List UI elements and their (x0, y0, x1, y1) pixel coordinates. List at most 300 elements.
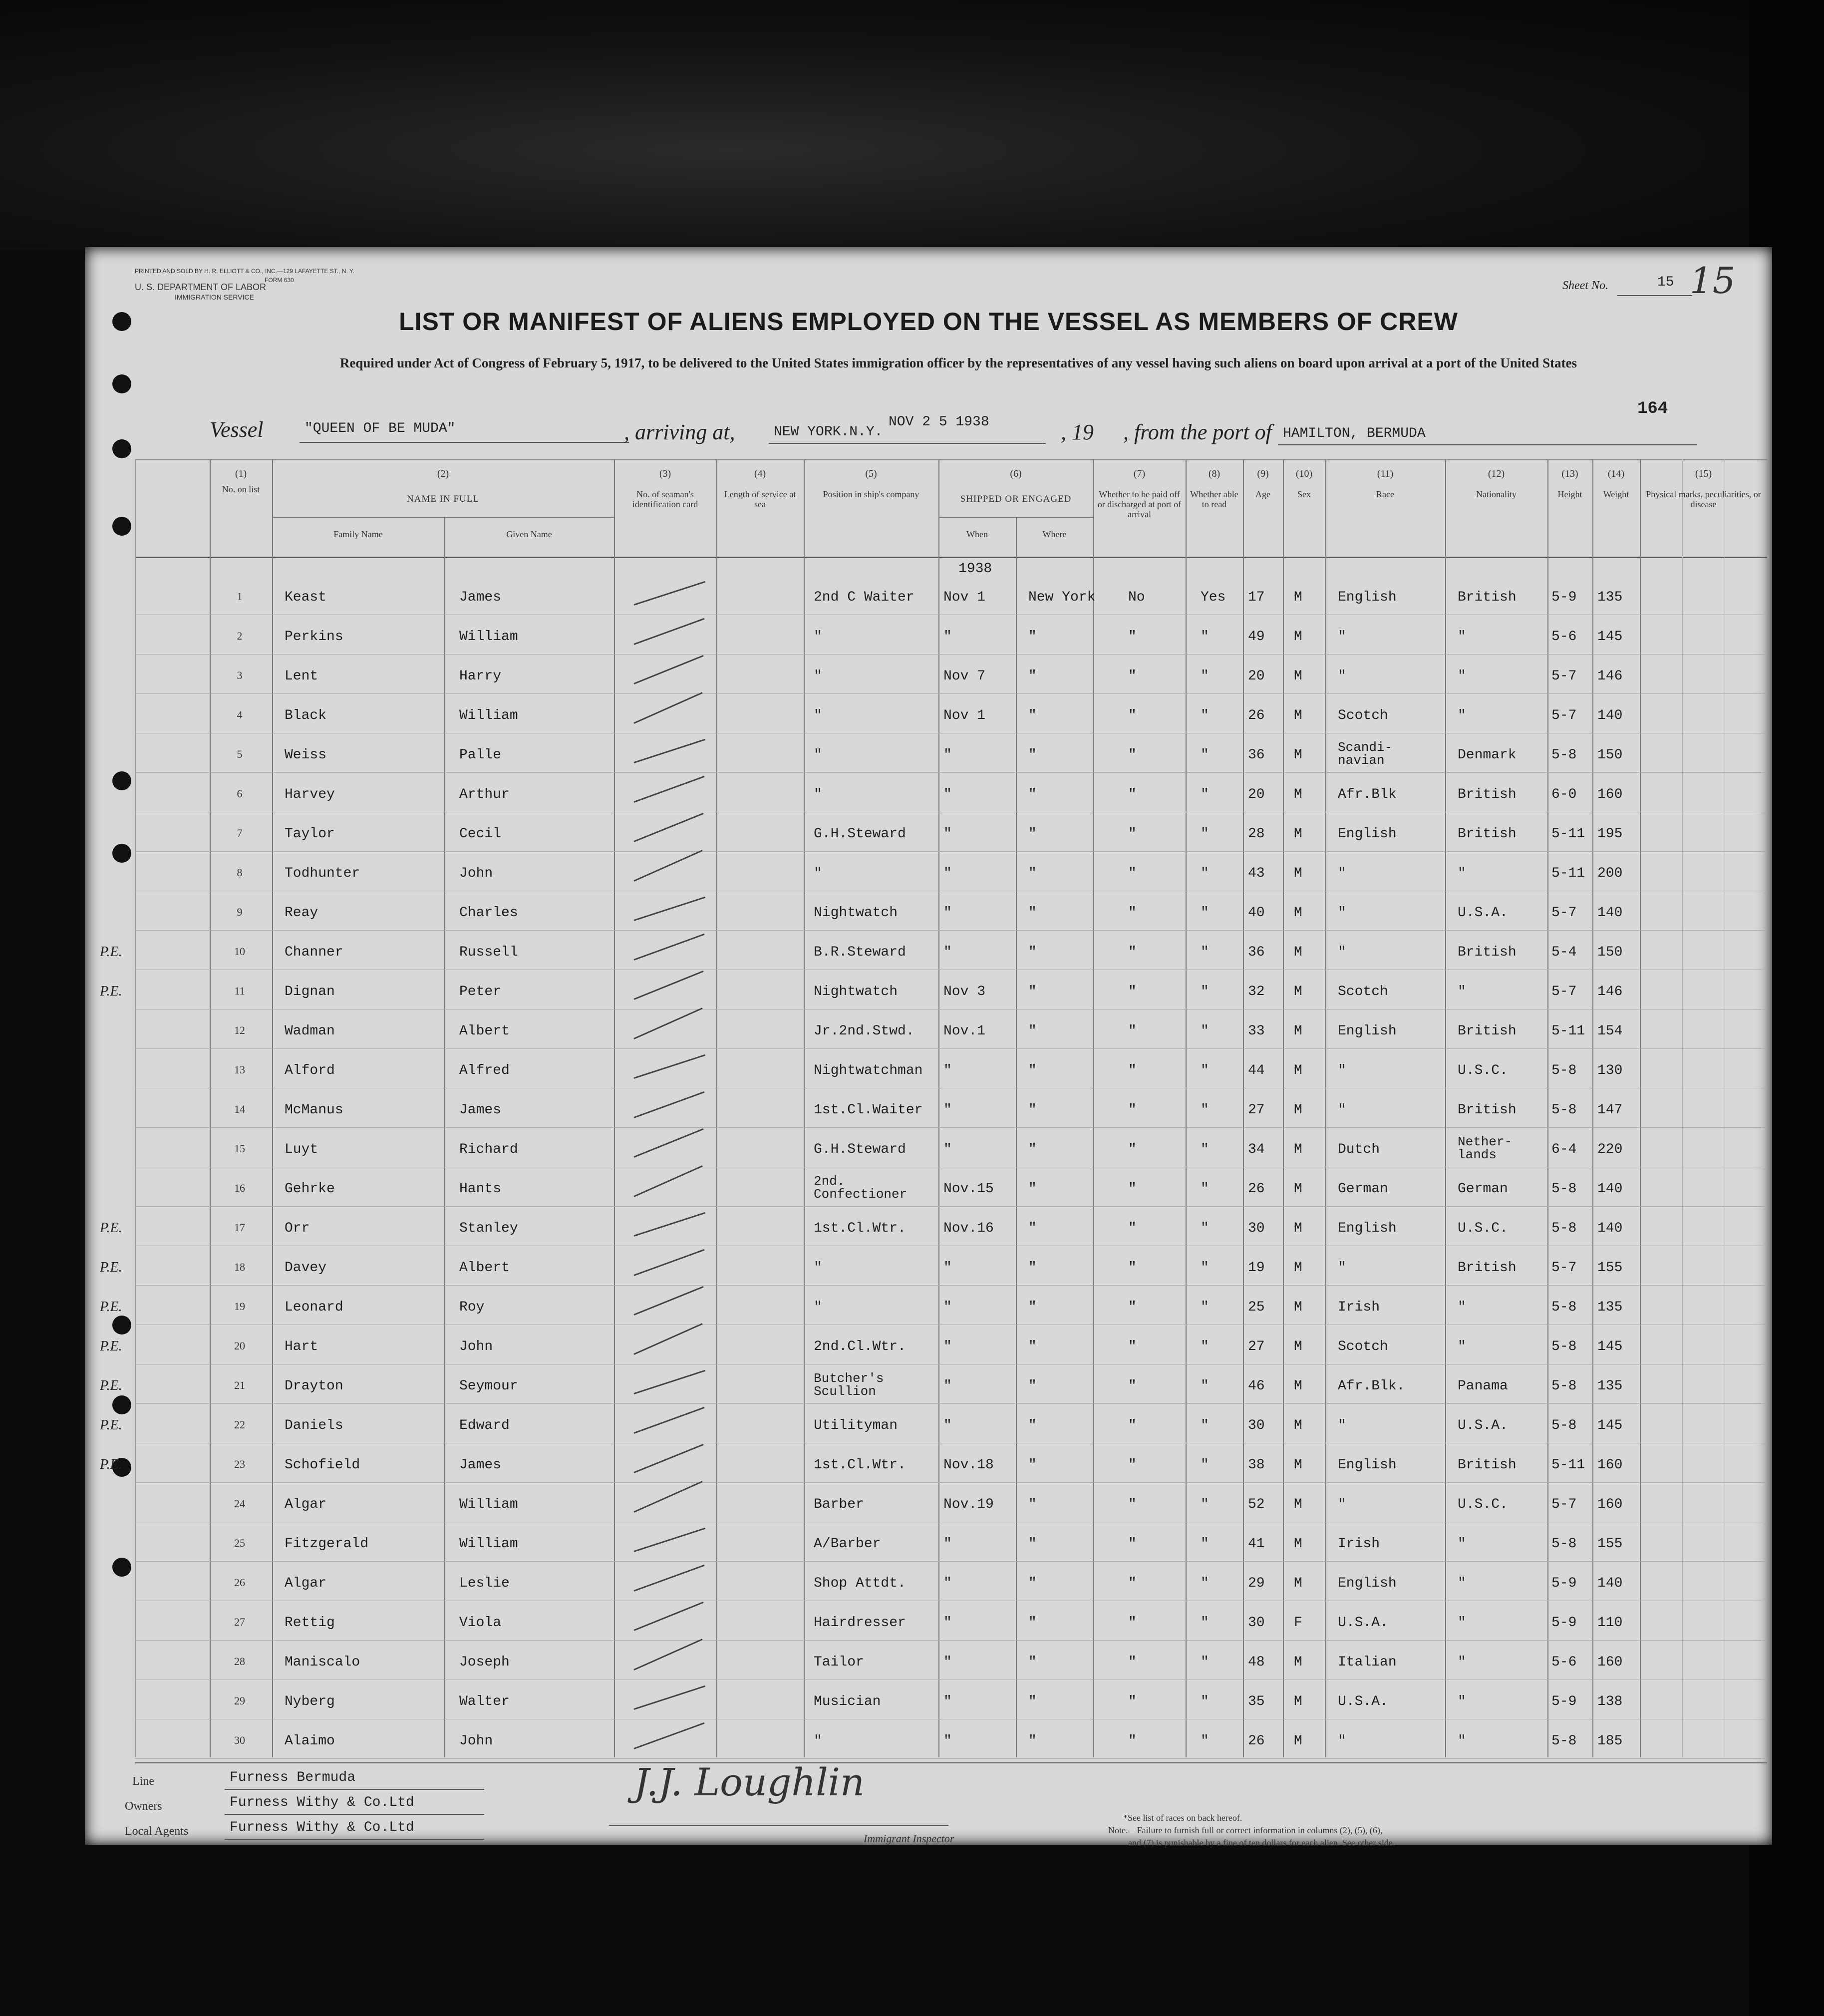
cell-age: 41 (1248, 1536, 1265, 1552)
row-rule (135, 1482, 1767, 1483)
arriving-label: , arriving at, (624, 420, 735, 444)
where-header: Where (1042, 529, 1067, 539)
cell-race: English (1338, 1576, 1397, 1591)
stamp-number: 164 (1637, 399, 1668, 418)
cell-paid: " (1128, 1300, 1137, 1315)
cell-position: Nightwatchman (814, 1063, 923, 1078)
cell-age: 17 (1248, 590, 1265, 605)
row-rule (135, 1561, 1767, 1562)
cell-when: " (943, 787, 952, 802)
row-rule (135, 1403, 1767, 1404)
cell-family: Maniscalo (285, 1655, 360, 1670)
cell-weight: 146 (1597, 984, 1623, 1000)
cell-race: Scandi- navian (1338, 740, 1393, 768)
cell-given: William (459, 1536, 518, 1552)
cell-height: 5-7 (1551, 905, 1577, 921)
cell-sex: M (1294, 826, 1302, 842)
cell-sex: M (1294, 787, 1302, 802)
printer-line: PRINTED AND SOLD BY H. R. ELLIOTT & CO., INC.—129 LAFAYETTE ST., N. Y. (135, 268, 354, 275)
cell-nat: U.S.A. (1458, 1418, 1508, 1433)
cell-family: Drayton (285, 1378, 343, 1394)
punch-hole (112, 1395, 131, 1414)
check-mark (634, 897, 706, 921)
sheet-no-underline (1617, 295, 1692, 296)
cell-when: " (943, 747, 952, 763)
cell-paid: " (1128, 866, 1137, 881)
cell-age: 25 (1248, 1300, 1265, 1315)
pe-annotation: P.E. (100, 984, 122, 999)
cell-when: " (943, 866, 952, 881)
check-mark (633, 776, 704, 803)
cell-when: " (943, 1063, 952, 1078)
row-rule (135, 1285, 1767, 1286)
cell-position: 1st.Cl.Wtr. (814, 1457, 906, 1473)
row-number: 22 (234, 1418, 245, 1431)
punch-hole (112, 517, 131, 536)
cell-read: " (1201, 708, 1209, 723)
column-number: (15) (1695, 468, 1712, 479)
cell-weight: 150 (1597, 945, 1623, 960)
cell-nat: " (1458, 1300, 1466, 1315)
cell-family: Harvey (285, 787, 335, 802)
column-number: (14) (1607, 468, 1625, 479)
column-divider (1767, 459, 1768, 1757)
cell-paid: " (1128, 708, 1137, 723)
cell-read: " (1201, 1615, 1209, 1631)
cell-family: Nyberg (285, 1694, 335, 1709)
cell-race: U.S.A. (1338, 1694, 1388, 1709)
cell-position: A/Barber (814, 1536, 881, 1552)
cell-where: " (1028, 669, 1037, 684)
cell-nat: Nether- lands (1458, 1134, 1513, 1162)
column-header: Age (1255, 489, 1270, 499)
row-number: 28 (234, 1655, 245, 1668)
cell-where: " (1028, 1378, 1037, 1394)
cell-race: " (1338, 1733, 1346, 1749)
cell-nat: " (1458, 1339, 1466, 1354)
cell-height: 5-8 (1551, 1102, 1577, 1118)
cell-height: 5-9 (1551, 1615, 1577, 1631)
cell-weight: 200 (1597, 866, 1623, 881)
cell-when: " (943, 1378, 952, 1394)
cell-read: " (1201, 1102, 1209, 1118)
cell-family: Taylor (285, 826, 335, 842)
cell-family: Algar (285, 1576, 327, 1591)
cell-paid: " (1128, 1339, 1137, 1354)
cell-nat: British (1458, 1260, 1517, 1276)
row-rule (135, 1127, 1767, 1128)
cell-race: Scotch (1338, 1339, 1388, 1354)
cell-where: " (1028, 1300, 1037, 1315)
cell-read: " (1201, 1694, 1209, 1709)
cell-position: " (814, 866, 822, 881)
cell-age: 34 (1248, 1142, 1265, 1157)
cell-paid: " (1128, 1142, 1137, 1157)
cell-read: " (1201, 1300, 1209, 1315)
penalty-note-1: Note.—Failure to furnish full or correct information in columns (2), (5), (6), (1108, 1825, 1383, 1835)
pe-annotation: P.E. (100, 1260, 122, 1275)
cell-family: Rettig (285, 1615, 335, 1631)
cell-age: 36 (1248, 747, 1265, 763)
cell-when: " (943, 1576, 952, 1591)
cell-where: " (1028, 1576, 1037, 1591)
penalty-note-2: and (7) is punishable by a fine of ten dollars for each alien. See other side. (1128, 1838, 1395, 1848)
cell-read: " (1201, 1457, 1209, 1473)
cell-given: Seymour (459, 1378, 518, 1394)
cell-read: " (1201, 1063, 1209, 1078)
cell-paid: " (1128, 1102, 1137, 1118)
cell-when: " (943, 1300, 952, 1315)
cell-read: Yes (1201, 590, 1226, 605)
check-mark (634, 1212, 706, 1237)
cell-family: Alford (285, 1063, 335, 1078)
cell-given: Palle (459, 747, 502, 763)
cell-given: Albert (459, 1260, 510, 1276)
cell-height: 5-6 (1551, 1655, 1577, 1670)
cell-age: 27 (1248, 1339, 1265, 1354)
cell-given: James (459, 1102, 502, 1118)
cell-sex: M (1294, 1576, 1302, 1591)
check-mark (633, 1639, 702, 1671)
cell-paid: " (1128, 1497, 1137, 1512)
cell-sex: M (1294, 1536, 1302, 1552)
row-number: 30 (234, 1734, 245, 1746)
cell-paid: " (1128, 747, 1137, 763)
cell-when: " (943, 1418, 952, 1433)
cell-when: " (943, 1536, 952, 1552)
row-rule (135, 1758, 1767, 1759)
cell-race: " (1338, 669, 1346, 684)
cell-read: " (1201, 1142, 1209, 1157)
cell-age: 29 (1248, 1576, 1265, 1591)
row-number: 6 (237, 787, 243, 800)
cell-sex: M (1294, 590, 1302, 605)
cell-race: " (1338, 1497, 1346, 1512)
cell-paid: " (1128, 1694, 1137, 1709)
cell-paid: " (1128, 1221, 1137, 1236)
cell-weight: 160 (1597, 1457, 1623, 1473)
cell-family: Black (285, 708, 327, 723)
cell-when: " (943, 1339, 952, 1354)
cell-weight: 140 (1597, 905, 1623, 921)
cell-read: " (1201, 1576, 1209, 1591)
row-number: 7 (237, 827, 243, 839)
cell-when: Nov.1 (943, 1023, 986, 1039)
pe-annotation: P.E. (100, 1457, 122, 1472)
cell-paid: " (1128, 1418, 1137, 1433)
cell-read: " (1201, 1378, 1209, 1394)
cell-read: " (1201, 1418, 1209, 1433)
cell-nat: " (1458, 984, 1466, 1000)
column-number: (1) (235, 468, 247, 479)
line-value: Furness Bermuda (230, 1770, 356, 1785)
column-header: No. on list (222, 484, 260, 494)
cell-position: " (814, 1300, 822, 1315)
cell-sex: M (1294, 1418, 1302, 1433)
cell-race: " (1338, 1102, 1346, 1118)
cell-position: Tailor (814, 1655, 864, 1670)
row-number: 23 (234, 1458, 245, 1470)
cell-race: Irish (1338, 1536, 1380, 1552)
cell-position: " (814, 787, 822, 802)
cell-sex: M (1294, 1694, 1302, 1709)
cell-sex: M (1294, 984, 1302, 1000)
cell-weight: 140 (1597, 708, 1623, 723)
cell-paid: " (1128, 1655, 1137, 1670)
cell-weight: 195 (1597, 826, 1623, 842)
cell-nat: U.S.C. (1458, 1221, 1508, 1236)
pe-annotation: P.E. (100, 1299, 122, 1315)
cell-weight: 220 (1597, 1142, 1623, 1157)
row-number: 14 (234, 1103, 245, 1115)
cell-read: " (1201, 787, 1209, 802)
cell-family: Channer (285, 945, 343, 960)
cell-when: Nov.16 (943, 1221, 994, 1236)
cell-race: " (1338, 1063, 1346, 1078)
cell-family: McManus (285, 1102, 343, 1118)
check-mark (633, 1407, 704, 1434)
year-entry: 1938 (958, 561, 992, 577)
cell-where: " (1028, 1102, 1037, 1118)
cell-family: Fitzgerald (285, 1536, 369, 1552)
name-split-line (444, 517, 445, 1757)
cell-where: " (1028, 866, 1037, 881)
column-number: (9) (1257, 468, 1269, 479)
cell-weight: 150 (1597, 747, 1623, 763)
cell-read: " (1201, 1497, 1209, 1512)
cell-sex: M (1294, 1457, 1302, 1473)
punch-hole (112, 844, 131, 863)
cell-given: William (459, 1497, 518, 1512)
cell-where: " (1028, 1418, 1037, 1433)
cell-given: Joseph (459, 1655, 510, 1670)
column-number: (5) (865, 468, 877, 479)
cell-position: " (814, 629, 822, 645)
cell-height: 5-11 (1551, 866, 1585, 881)
cell-weight: 130 (1597, 1063, 1623, 1078)
cell-sex: M (1294, 1102, 1302, 1118)
races-note: *See list of races on back hereof. (1123, 1813, 1242, 1823)
check-mark (634, 1054, 706, 1079)
cell-nat: U.S.C. (1458, 1497, 1508, 1512)
page-subtitle: Required under Act of Congress of February 5, 1917, to be delivered to the United States immigration officer by the representatives of any vessel having such aliens on board upon arrival at a port of the United States (339, 355, 1577, 370)
cell-when: " (943, 1615, 952, 1631)
owners-underline (225, 1814, 484, 1815)
column-header: Position in ship's company (823, 489, 919, 499)
cell-height: 5-6 (1551, 629, 1577, 645)
row-number: 27 (234, 1616, 245, 1628)
cell-position: Nightwatch (814, 905, 898, 921)
check-mark (633, 1128, 703, 1158)
row-number: 4 (237, 708, 243, 721)
cell-race: Scotch (1338, 984, 1388, 1000)
cell-weight: 135 (1597, 1378, 1623, 1394)
check-mark (633, 1565, 704, 1592)
cell-nat: U.S.C. (1458, 1063, 1508, 1078)
check-mark (633, 1286, 703, 1316)
cell-where: " (1028, 1615, 1037, 1631)
family-name-header: Family Name (333, 529, 383, 539)
check-mark (633, 1481, 702, 1513)
cell-sex: M (1294, 629, 1302, 645)
cell-read: " (1201, 984, 1209, 1000)
pe-annotation: P.E. (100, 944, 122, 960)
cell-race: " (1338, 1418, 1346, 1433)
given-name-header: Given Name (506, 529, 552, 539)
cell-position: 2nd C Waiter (814, 590, 914, 605)
cell-paid: " (1128, 1615, 1137, 1631)
cell-when: " (943, 1694, 952, 1709)
cell-given: John (459, 1339, 493, 1354)
cell-weight: 140 (1597, 1576, 1623, 1591)
agents-value: Furness Withy & Co.Ltd (230, 1820, 414, 1835)
cell-weight: 145 (1597, 1418, 1623, 1433)
agents-label: Local Agents (125, 1825, 189, 1838)
cell-position: Shop Attdt. (814, 1576, 906, 1591)
cell-age: 27 (1248, 1102, 1265, 1118)
row-number: 24 (234, 1497, 245, 1510)
cell-family: Reay (285, 905, 318, 921)
cell-sex: F (1294, 1615, 1302, 1631)
cell-weight: 155 (1597, 1536, 1623, 1552)
cell-given: James (459, 1457, 502, 1473)
row-number: 19 (234, 1300, 245, 1313)
column-header: Physical marks, peculiarities, or disease (1646, 489, 1761, 509)
check-mark (633, 850, 702, 882)
cell-sex: M (1294, 1221, 1302, 1236)
owners-label: Owners (125, 1800, 162, 1813)
cell-sex: M (1294, 1655, 1302, 1670)
cell-race: Dutch (1338, 1142, 1380, 1157)
cell-read: " (1201, 866, 1209, 881)
cell-race: U.S.A. (1338, 1615, 1388, 1631)
cell-sex: M (1294, 1181, 1302, 1197)
column-header: Race (1376, 489, 1394, 499)
cell-weight: 154 (1597, 1023, 1623, 1039)
cell-sex: M (1294, 1733, 1302, 1749)
row-number: 1 (237, 590, 243, 603)
column-number: (7) (1133, 468, 1146, 479)
cell-nat: British (1458, 945, 1517, 960)
row-rule (135, 1206, 1767, 1207)
cell-nat: " (1458, 866, 1466, 881)
cell-position: G.H.Steward (814, 826, 906, 842)
cell-read: " (1201, 1655, 1209, 1670)
cell-position: " (814, 747, 822, 763)
cell-height: 5-8 (1551, 1063, 1577, 1078)
cell-sex: M (1294, 1063, 1302, 1078)
cell-read: " (1201, 1221, 1209, 1236)
row-rule (135, 772, 1767, 773)
cell-paid: " (1128, 905, 1137, 921)
cell-race: English (1338, 590, 1397, 605)
cell-paid: " (1128, 787, 1137, 802)
cell-family: Perkins (285, 629, 343, 645)
cell-height: 5-7 (1551, 669, 1577, 684)
cell-height: 5-9 (1551, 1576, 1577, 1591)
cell-family: Gehrke (285, 1181, 335, 1197)
cell-height: 5-8 (1551, 1339, 1577, 1354)
column-header: SHIPPED OR ENGAGED (960, 494, 1072, 504)
cell-given: Richard (459, 1142, 518, 1157)
cell-nat: British (1458, 826, 1517, 842)
cell-nat: " (1458, 1576, 1466, 1591)
cell-paid: " (1128, 1023, 1137, 1039)
row-number: 17 (234, 1221, 245, 1234)
check-mark (633, 1249, 704, 1276)
row-number: 20 (234, 1340, 245, 1352)
cell-age: 20 (1248, 669, 1265, 684)
cell-race: " (1338, 1260, 1346, 1276)
cell-given: Albert (459, 1023, 510, 1039)
date-underline (856, 443, 1046, 444)
check-mark (633, 1091, 704, 1118)
cell-race: German (1338, 1181, 1388, 1197)
cell-nat: British (1458, 590, 1517, 605)
cell-race: " (1338, 905, 1346, 921)
cell-weight: 185 (1597, 1733, 1623, 1749)
from-port-underline (1278, 444, 1697, 445)
cell-where: New York (1028, 590, 1096, 605)
cell-age: 30 (1248, 1615, 1265, 1631)
cell-family: Davey (285, 1260, 327, 1276)
sheet-no-label: Sheet No. (1562, 279, 1608, 292)
cell-family: Luyt (285, 1142, 318, 1157)
cell-family: Orr (285, 1221, 310, 1236)
cell-given: Roy (459, 1300, 485, 1315)
cell-when: " (943, 629, 952, 645)
cell-weight: 135 (1597, 590, 1623, 605)
cell-read: " (1201, 1181, 1209, 1197)
cell-position: 2nd. Confectioner (814, 1174, 908, 1202)
cell-when: " (943, 1655, 952, 1670)
from-label: , from the port of (1123, 420, 1272, 444)
cell-height: 5-9 (1551, 1694, 1577, 1709)
cell-height: 5-8 (1551, 1181, 1577, 1197)
row-number: 15 (234, 1142, 245, 1155)
cell-weight: 110 (1597, 1615, 1623, 1631)
cell-position: B.R.Steward (814, 945, 906, 960)
cell-sex: M (1294, 1023, 1302, 1039)
cell-family: Todhunter (285, 866, 360, 881)
row-number: 2 (237, 630, 243, 642)
cell-height: 5-8 (1551, 1733, 1577, 1749)
cell-nat: British (1458, 1023, 1517, 1039)
cell-weight: 155 (1597, 1260, 1623, 1276)
cell-given: Arthur (459, 787, 510, 802)
cell-height: 5-8 (1551, 747, 1577, 763)
cell-read: " (1201, 1733, 1209, 1749)
cell-where: " (1028, 984, 1037, 1000)
cell-sex: M (1294, 1378, 1302, 1394)
column-header: Weight (1603, 489, 1629, 499)
cell-position: Butcher's Scullion (814, 1371, 884, 1399)
punch-hole (112, 439, 131, 458)
punch-hole (112, 1558, 131, 1577)
table-top-border (135, 459, 1767, 460)
cell-given: James (459, 590, 502, 605)
page-title: LIST OR MANIFEST OF ALIENS EMPLOYED ON THE VESSEL AS MEMBERS OF CREW (399, 308, 1458, 336)
cell-family: Daniels (285, 1418, 343, 1433)
cell-position: 1st.Cl.Waiter (814, 1102, 923, 1118)
check-mark (633, 934, 704, 961)
row-rule (135, 851, 1767, 852)
cell-age: 43 (1248, 866, 1265, 881)
row-number: 12 (234, 1024, 245, 1036)
table-bottom-border (135, 1762, 1767, 1763)
row-number: 26 (234, 1576, 245, 1589)
cell-sex: M (1294, 1339, 1302, 1354)
